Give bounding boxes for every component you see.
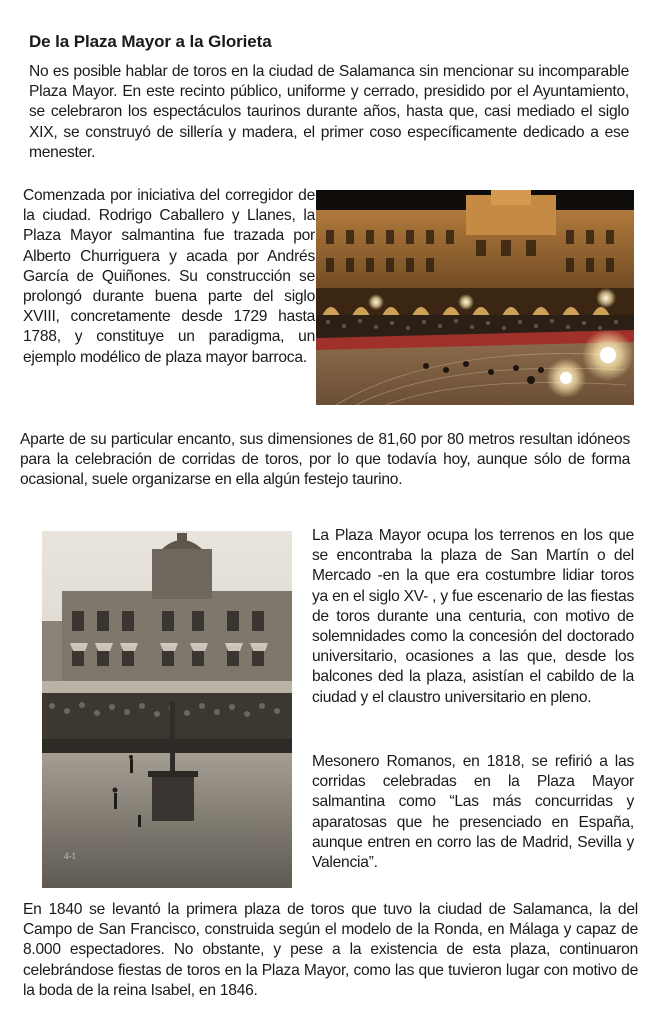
historic-plaza-photo: [42, 531, 292, 888]
paragraph-intro: No es posible hablar de toros en la ciudad de Salamanca sin mencionar su incomparable Plaza Mayor. En este recinto público, uniforme y cerrado, presidido por el Ayuntamiento, se celebraron los espectáculos taurinos durante años, hasta que, casi mediado el siglo XIX, se construyó de sillería y madera, el primer coso específicamente dedicado a ese menester.: [29, 63, 629, 161]
paragraph-construction: Comenzada por iniciativa del corregidor de la ciudad. Rodrigo Caballero y Llanes, la Plaza Mayor salmantina fue trazada por Alberto Churriguera y acada por Andrés García de Quiñones. Su construcción se prolongó durante buena parte del siglo XVIII, concretamente desde 1729 hasta 1788, y constituye un paradigma, un ejemplo modélico de plaza mayor barroca.: [23, 187, 315, 366]
paragraph-mesonero-quote: Mesonero Romanos, en 1818, se refirió a las corridas celebradas en la Plaza Mayor salmantina como “Las más concurridas y aparatosas que he presenciado en España, aunque entren en corro las de Madrid, Sevilla y Valencia”.: [312, 753, 634, 872]
night-bullfight-photo: [316, 190, 634, 405]
paragraph-first-bullring: En 1840 se levantó la primera plaza de toros que tuvo la ciudad de Salamanca, la del Campo de San Francisco, construida según el modelo de la Ronda, en Málaga y capaz de 8.000 espectadores. No obstante, y pese a la existencia de esta plaza, continuaron celebrándose fiestas de toros en la Plaza Mayor, como las que tuvieron lugar con motivo de la boda de la reina Isabel, en 1846.: [23, 901, 638, 999]
paragraph-history: La Plaza Mayor ocupa los terrenos en los que se encontraba la plaza de San Martín o del Mercado -en la que era costumbre lidiar toros ya en el siglo XV- , y fue escenario de las fiestas de toros durante una centuria, con motivo de solemnidades como la concesión del doctorado universitario, ocasiones a las que, desde los balcones ded la plaza, asistían el cabildo de la ciudad y el claustro universitario en pleno.: [312, 527, 634, 706]
paragraph-dimensions: Aparte de su particular encanto, sus dimensiones de 81,60 por 80 metros resultan idóneos para la celebración de corridas de toros, por lo que todavía hoy, aunque sólo de forma ocasional, suele organizarse en ella algún festejo taurino.: [20, 431, 630, 489]
svg-text:4-1: 4-1: [64, 851, 76, 861]
document-title: De la Plaza Mayor a la Glorieta: [29, 32, 272, 51]
